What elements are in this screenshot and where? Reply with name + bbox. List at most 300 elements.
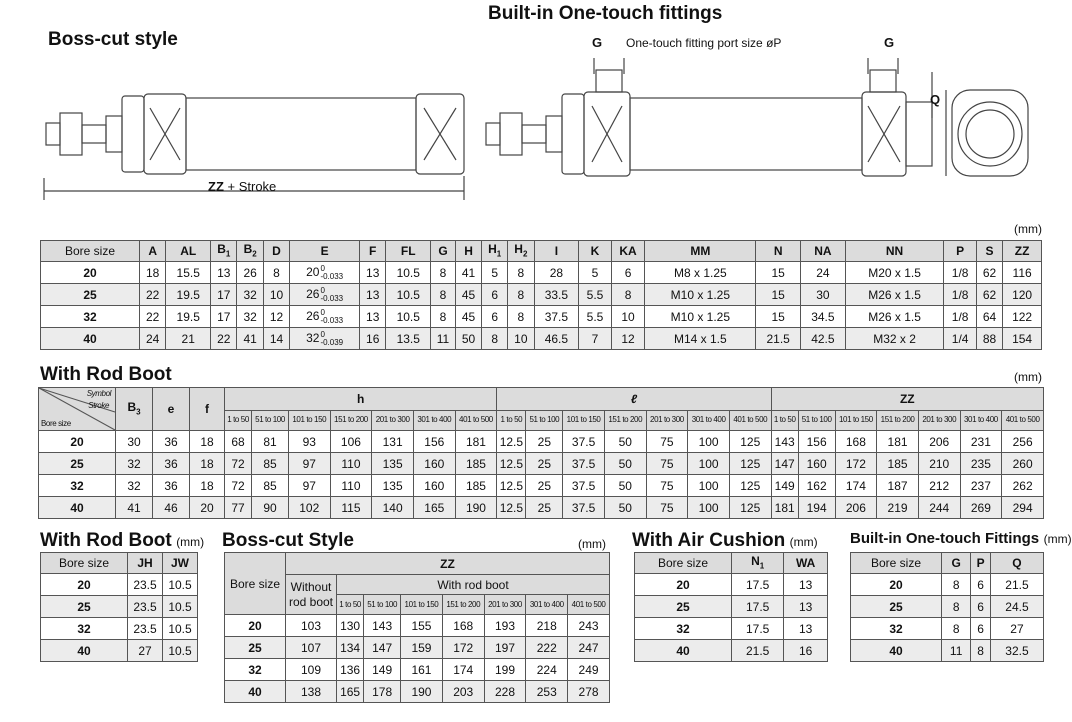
symbol-stroke-corner bbox=[39, 388, 116, 431]
bore-size-cell: 20 bbox=[635, 574, 732, 596]
cell-h2: 8 bbox=[508, 284, 534, 306]
cell-b3: 32 bbox=[116, 453, 153, 475]
bore-size-cell: 40 bbox=[39, 497, 116, 519]
stroke-range-4: 201 to 300 bbox=[646, 410, 688, 430]
main-col-d: D bbox=[263, 241, 289, 262]
e-tolerance bbox=[320, 287, 343, 303]
cell-i: 28 bbox=[534, 262, 579, 284]
main-col-zz: ZZ bbox=[1003, 241, 1042, 262]
e-tolerance bbox=[320, 265, 343, 281]
table-row bbox=[41, 640, 198, 662]
cell-l: 37.5 bbox=[563, 475, 605, 497]
cell-d: 14 bbox=[263, 328, 289, 350]
with-rod-boot-cell: 159 bbox=[401, 637, 443, 659]
cell-h: 93 bbox=[288, 431, 330, 453]
with-rod-boot-cell: 149 bbox=[364, 659, 401, 681]
cell-l: 50 bbox=[604, 431, 646, 453]
value-cell: 13 bbox=[784, 574, 828, 596]
main-col-bore-size: Bore size bbox=[41, 241, 140, 262]
cell-h: 45 bbox=[455, 284, 481, 306]
table-row bbox=[41, 284, 1042, 306]
rod-end-left bbox=[46, 123, 60, 145]
table-row bbox=[851, 618, 1044, 640]
table-row bbox=[635, 618, 828, 640]
without-rod-boot-cell: 138 bbox=[286, 681, 337, 703]
cell-p: 1/8 bbox=[944, 284, 976, 306]
value-cell: 11 bbox=[942, 640, 971, 662]
cell-na: 34.5 bbox=[801, 306, 846, 328]
small_rod_boot-col-2: JW bbox=[163, 553, 198, 574]
cell-a: 22 bbox=[140, 284, 166, 306]
boss-cut-unit: (mm) bbox=[578, 537, 606, 551]
bore-size-cell: 40 bbox=[41, 640, 128, 662]
cell-l: 12.5 bbox=[497, 453, 526, 475]
with-rod-boot-cell: 155 bbox=[401, 615, 443, 637]
cell-b2: 26 bbox=[237, 262, 263, 284]
cell-zz: 168 bbox=[835, 431, 877, 453]
bore-size-cell: 32 bbox=[39, 475, 116, 497]
cell-l: 12.5 bbox=[497, 475, 526, 497]
stroke-range-6: 401 to 500 bbox=[1002, 410, 1044, 430]
cell-zz: 187 bbox=[877, 475, 919, 497]
cell-a: 18 bbox=[140, 262, 166, 284]
with-rod-boot-cell: 161 bbox=[401, 659, 443, 681]
cell-nn: M26 x 1.5 bbox=[845, 306, 944, 328]
cell-h2: 10 bbox=[508, 328, 534, 350]
fittings_table-col-1: G bbox=[942, 553, 971, 574]
bore-size-cell: 25 bbox=[39, 453, 116, 475]
table-row bbox=[225, 637, 610, 659]
cell-e: 46 bbox=[153, 497, 190, 519]
bore-size-cell: 20 bbox=[39, 431, 116, 453]
value-cell: 23.5 bbox=[128, 574, 163, 596]
cell-zz: 181 bbox=[877, 431, 919, 453]
cell-e: 36 bbox=[153, 453, 190, 475]
cell-h: 90 bbox=[252, 497, 289, 519]
cell-na: 42.5 bbox=[801, 328, 846, 350]
main-col-mm: MM bbox=[645, 241, 756, 262]
stroke-range-2: 101 to 150 bbox=[563, 410, 605, 430]
cell-h: 165 bbox=[413, 497, 455, 519]
cell-al: 19.5 bbox=[166, 306, 211, 328]
without-rod-boot-cell: 109 bbox=[286, 659, 337, 681]
cell-h: 156 bbox=[413, 431, 455, 453]
stroke-range-0: 1 to 50 bbox=[497, 410, 526, 430]
bore-size-cell: 25 bbox=[41, 596, 128, 618]
cell-nn: M26 x 1.5 bbox=[845, 284, 944, 306]
cell-k: 5 bbox=[579, 262, 611, 284]
bc-range-3: 151 to 200 bbox=[442, 595, 484, 615]
main-col-h1: $H_1$ bbox=[482, 241, 508, 262]
main-col-h2: $H_2$ bbox=[508, 241, 534, 262]
cell-b2: 32 bbox=[237, 284, 263, 306]
e-tol-lower: -0.033 bbox=[320, 271, 344, 281]
cell-zz: 219 bbox=[877, 497, 919, 519]
cell-l: 125 bbox=[729, 453, 771, 475]
value-cell: 6 bbox=[971, 574, 991, 596]
group-zz: ZZ bbox=[771, 388, 1043, 411]
cell-l: 125 bbox=[729, 475, 771, 497]
value-cell: 10.5 bbox=[163, 574, 198, 596]
with-rod-boot-cell: 224 bbox=[526, 659, 568, 681]
cell-zz: 212 bbox=[918, 475, 960, 497]
rod-boot-unit: (mm) bbox=[1014, 370, 1042, 384]
stroke-range-0: 1 to 50 bbox=[225, 410, 252, 430]
bore-size-cell: 40 bbox=[41, 328, 140, 350]
cell-zz: 231 bbox=[960, 431, 1002, 453]
value-cell: 16 bbox=[784, 640, 828, 662]
boss-cut-style-heading: Boss-cut style bbox=[48, 29, 178, 50]
with-rod-boot-cell: 136 bbox=[337, 659, 364, 681]
cell-l: 100 bbox=[688, 497, 730, 519]
small_rod_boot-col-0: Bore size bbox=[41, 553, 128, 574]
air-cushion-table bbox=[634, 552, 828, 662]
cell-zz: 256 bbox=[1002, 431, 1044, 453]
cell-fl: 10.5 bbox=[386, 262, 431, 284]
bore-size-cell: 20 bbox=[851, 574, 942, 596]
bore-size-cell: 25 bbox=[635, 596, 732, 618]
cell-i: 33.5 bbox=[534, 284, 579, 306]
cell-p: 1/8 bbox=[944, 306, 976, 328]
table-row bbox=[41, 596, 198, 618]
cell-b1: 17 bbox=[211, 306, 237, 328]
table-row bbox=[225, 659, 610, 681]
group-h: h bbox=[225, 388, 497, 411]
fittings-heading: Built-in One-touch Fittings (mm) bbox=[850, 530, 1072, 547]
table-row bbox=[41, 574, 198, 596]
main-col-e: E bbox=[290, 241, 360, 262]
cell-mm: M10 x 1.25 bbox=[645, 306, 756, 328]
cell-n: 15 bbox=[756, 306, 801, 328]
cell-zz: 237 bbox=[960, 475, 1002, 497]
cell-h: 45 bbox=[455, 306, 481, 328]
bore-size-cell: 40 bbox=[851, 640, 942, 662]
cell-l: 12.5 bbox=[497, 431, 526, 453]
cell-f: 13 bbox=[360, 306, 386, 328]
main-col-k: K bbox=[579, 241, 611, 262]
bore-size-cell: 25 bbox=[851, 596, 942, 618]
cell-fl: 10.5 bbox=[386, 284, 431, 306]
stroke-range-1: 51 to 100 bbox=[798, 410, 835, 430]
cell-mm: M8 x 1.25 bbox=[645, 262, 756, 284]
cell-mm: M10 x 1.25 bbox=[645, 284, 756, 306]
bore-size-cell: 32 bbox=[851, 618, 942, 640]
bc-without-rod-boot: Without rod boot bbox=[286, 575, 337, 615]
stroke-range-5: 301 to 400 bbox=[688, 410, 730, 430]
cell-zz: 269 bbox=[960, 497, 1002, 519]
main-col-n: N bbox=[756, 241, 801, 262]
cell-h1: 8 bbox=[482, 328, 508, 350]
cell-h: 106 bbox=[330, 431, 372, 453]
main-col-na: NA bbox=[801, 241, 846, 262]
main-dimension-table bbox=[40, 240, 1042, 350]
cell-s: 88 bbox=[976, 328, 1002, 350]
e-nominal: 32 bbox=[306, 330, 320, 345]
cell-h: 135 bbox=[372, 475, 414, 497]
with-rod-boot-cell: 243 bbox=[568, 615, 610, 637]
cell-h: 131 bbox=[372, 431, 414, 453]
with-rod-boot-cell: 143 bbox=[364, 615, 401, 637]
cell-h: 181 bbox=[455, 431, 497, 453]
cell-l: 75 bbox=[646, 453, 688, 475]
cell-f: 18 bbox=[190, 431, 225, 453]
cell-l: 75 bbox=[646, 497, 688, 519]
cell-b1: 13 bbox=[211, 262, 237, 284]
value-cell: 8 bbox=[942, 618, 971, 640]
value-cell: 21.5 bbox=[990, 574, 1043, 596]
cell-l: 25 bbox=[526, 475, 563, 497]
value-cell: 8 bbox=[942, 596, 971, 618]
stroke-range-5: 301 to 400 bbox=[413, 410, 455, 430]
air_cushion-col-2: WA bbox=[784, 553, 828, 574]
with-rod-boot-cell: 247 bbox=[568, 637, 610, 659]
value-cell: 10.5 bbox=[163, 640, 198, 662]
cell-p: 1/4 bbox=[944, 328, 976, 350]
cell-l: 125 bbox=[729, 431, 771, 453]
cell-fl: 10.5 bbox=[386, 306, 431, 328]
cell-l: 25 bbox=[526, 431, 563, 453]
stroke-range-1: 51 to 100 bbox=[526, 410, 563, 430]
table-row bbox=[851, 640, 1044, 662]
stroke-range-6: 401 to 500 bbox=[729, 410, 771, 430]
value-cell: 8 bbox=[942, 574, 971, 596]
fitting-port-label: One-touch fitting port size øP bbox=[626, 36, 782, 50]
cell-h: 85 bbox=[252, 475, 289, 497]
cell-h: 160 bbox=[413, 475, 455, 497]
table-row bbox=[41, 306, 1042, 328]
cell-zz: 156 bbox=[798, 431, 835, 453]
e-tol-upper: 0 bbox=[320, 329, 325, 339]
table-row bbox=[635, 574, 828, 596]
cell-al: 21 bbox=[166, 328, 211, 350]
table-row bbox=[39, 453, 1044, 475]
cell-h2: 8 bbox=[508, 306, 534, 328]
cell-h: 68 bbox=[225, 431, 252, 453]
main-table-header bbox=[41, 241, 1042, 262]
main-col-s: S bbox=[976, 241, 1002, 262]
cell-l: 37.5 bbox=[563, 497, 605, 519]
boss-cut-table-heading: Boss-cut Style bbox=[222, 530, 354, 551]
main-col-a: A bbox=[140, 241, 166, 262]
cell-na: 30 bbox=[801, 284, 846, 306]
with-rod-boot-cell: 249 bbox=[568, 659, 610, 681]
cell-k: 7 bbox=[579, 328, 611, 350]
cell-h: 190 bbox=[455, 497, 497, 519]
with-rod-boot-cell: 193 bbox=[484, 615, 526, 637]
cell-h: 110 bbox=[330, 453, 372, 475]
cell-l: 37.5 bbox=[563, 453, 605, 475]
cell-zz: 160 bbox=[798, 453, 835, 475]
e-tol-lower: -0.033 bbox=[320, 293, 344, 303]
cell-k: 5.5 bbox=[579, 284, 611, 306]
value-cell: 17.5 bbox=[732, 574, 784, 596]
e-tol-lower: -0.039 bbox=[320, 337, 344, 347]
table-row bbox=[635, 640, 828, 662]
value-cell: 23.5 bbox=[128, 618, 163, 640]
cell-a: 24 bbox=[140, 328, 166, 350]
cell-l: 100 bbox=[688, 453, 730, 475]
cell-al: 15.5 bbox=[166, 262, 211, 284]
with-rod-boot-cell: 197 bbox=[484, 637, 526, 659]
cell-zz: 174 bbox=[835, 475, 877, 497]
bore-size-cell: 32 bbox=[635, 618, 732, 640]
cell-zz: 260 bbox=[1002, 453, 1044, 475]
cell-g: 8 bbox=[431, 306, 456, 328]
cell-l: 50 bbox=[604, 453, 646, 475]
table-row bbox=[39, 431, 1044, 453]
cell-h: 97 bbox=[288, 453, 330, 475]
zz-stroke-label: ZZ + Stroke bbox=[208, 179, 277, 194]
bore-size-cell: 25 bbox=[225, 637, 286, 659]
value-cell: 6 bbox=[971, 618, 991, 640]
rod-boot-heading: With Rod Boot bbox=[40, 364, 172, 385]
cell-h2: 8 bbox=[508, 262, 534, 284]
dim-g-right: G bbox=[884, 35, 895, 50]
cell-e: 36 bbox=[153, 475, 190, 497]
stroke-range-3: 151 to 200 bbox=[604, 410, 646, 430]
bc-zz: ZZ bbox=[286, 553, 610, 575]
cell-a: 22 bbox=[140, 306, 166, 328]
cell-n: 21.5 bbox=[756, 328, 801, 350]
col-b3: $B_3$ bbox=[116, 388, 153, 431]
value-cell: 27 bbox=[128, 640, 163, 662]
col-f: f bbox=[190, 388, 225, 431]
cell-zz: 294 bbox=[1002, 497, 1044, 519]
cell-na: 24 bbox=[801, 262, 846, 284]
e-nominal: 26 bbox=[306, 308, 320, 323]
stroke-range-3: 151 to 200 bbox=[877, 410, 919, 430]
e-tol-upper: 0 bbox=[320, 285, 325, 295]
table-row bbox=[41, 328, 1042, 350]
cell-h: 97 bbox=[288, 475, 330, 497]
cell-zz: 162 bbox=[798, 475, 835, 497]
bore-size-cell: 32 bbox=[225, 659, 286, 681]
with-rod-boot-cell: 172 bbox=[442, 637, 484, 659]
cell-h1: 6 bbox=[482, 306, 508, 328]
bore-size-cell: 25 bbox=[41, 284, 140, 306]
cell-f: 16 bbox=[360, 328, 386, 350]
bore-size-cell: 32 bbox=[41, 306, 140, 328]
stroke-range-1: 51 to 100 bbox=[252, 410, 289, 430]
cell-zz: 172 bbox=[835, 453, 877, 475]
cell-h1: 5 bbox=[482, 262, 508, 284]
cell-n: 15 bbox=[756, 284, 801, 306]
air_cushion-col-1: $N_1$ bbox=[732, 553, 784, 574]
cell-h: 185 bbox=[455, 453, 497, 475]
main-col-h: H bbox=[455, 241, 481, 262]
with-rod-boot-cell: 147 bbox=[364, 637, 401, 659]
cell-b2: 32 bbox=[237, 306, 263, 328]
dim-q: Q bbox=[930, 92, 941, 107]
cylinder-drawing bbox=[0, 28, 1060, 208]
cell-f: 13 bbox=[360, 284, 386, 306]
cell-f: 13 bbox=[360, 262, 386, 284]
cell-b3: 41 bbox=[116, 497, 153, 519]
rod-boot-table bbox=[38, 387, 1044, 519]
main-col-fl: FL bbox=[386, 241, 431, 262]
stroke-label: Stroke bbox=[88, 401, 109, 410]
table-row bbox=[39, 475, 1044, 497]
cell-l: 12.5 bbox=[497, 497, 526, 519]
value-cell: 27 bbox=[990, 618, 1043, 640]
cell-l: 50 bbox=[604, 497, 646, 519]
cell-zz: 154 bbox=[1003, 328, 1042, 350]
cell-h: 110 bbox=[330, 475, 372, 497]
bc-range-1: 51 to 100 bbox=[364, 595, 401, 615]
stroke-range-2: 101 to 150 bbox=[835, 410, 877, 430]
cell-s: 62 bbox=[976, 262, 1002, 284]
value-cell: 17.5 bbox=[732, 618, 784, 640]
bc-range-2: 101 to 150 bbox=[401, 595, 443, 615]
stroke-range-6: 401 to 500 bbox=[455, 410, 497, 430]
cell-d: 10 bbox=[263, 284, 289, 306]
cell-nn: M32 x 2 bbox=[845, 328, 944, 350]
cell-l: 25 bbox=[526, 497, 563, 519]
cell-zz: 120 bbox=[1003, 284, 1042, 306]
bc-with-rod-boot: With rod boot bbox=[337, 575, 610, 595]
cell-h: 102 bbox=[288, 497, 330, 519]
cell-nn: M20 x 1.5 bbox=[845, 262, 944, 284]
fittings_table-col-2: P bbox=[971, 553, 991, 574]
stroke-range-4: 201 to 300 bbox=[372, 410, 414, 430]
air-cushion-heading: With Air Cushion (mm) bbox=[632, 530, 818, 551]
e-tolerance-cell bbox=[290, 262, 360, 284]
builtin-fittings-heading: Built-in One-touch fittings bbox=[488, 3, 723, 24]
main-col-b2: $B_2$ bbox=[237, 241, 263, 262]
stroke-range-0: 1 to 50 bbox=[771, 410, 798, 430]
table-row bbox=[225, 615, 610, 637]
value-cell: 10.5 bbox=[163, 596, 198, 618]
bc-range-6: 401 to 500 bbox=[568, 595, 610, 615]
table-row bbox=[41, 618, 198, 640]
cell-zz: 194 bbox=[798, 497, 835, 519]
cell-h: 85 bbox=[252, 453, 289, 475]
cell-g: 8 bbox=[431, 262, 456, 284]
cell-b1: 17 bbox=[211, 284, 237, 306]
boss-cut-table bbox=[224, 552, 610, 703]
cell-mm: M14 x 1.5 bbox=[645, 328, 756, 350]
e-nominal: 20 bbox=[306, 264, 320, 279]
with-rod-boot-cell: 218 bbox=[526, 615, 568, 637]
stroke-range-3: 151 to 200 bbox=[330, 410, 372, 430]
e-nominal: 26 bbox=[306, 286, 320, 301]
cell-e: 36 bbox=[153, 431, 190, 453]
cell-p: 1/8 bbox=[944, 262, 976, 284]
cell-zz: 206 bbox=[835, 497, 877, 519]
cell-zz: 147 bbox=[771, 453, 798, 475]
cell-l: 75 bbox=[646, 431, 688, 453]
cell-zz: 235 bbox=[960, 453, 1002, 475]
value-cell: 10.5 bbox=[163, 618, 198, 640]
cell-al: 19.5 bbox=[166, 284, 211, 306]
cell-g: 11 bbox=[431, 328, 456, 350]
cell-ka: 8 bbox=[611, 284, 645, 306]
stroke-range-2: 101 to 150 bbox=[288, 410, 330, 430]
e-tol-lower: -0.033 bbox=[320, 315, 344, 325]
table-row bbox=[851, 574, 1044, 596]
with-rod-boot-cell: 174 bbox=[442, 659, 484, 681]
cell-h: 160 bbox=[413, 453, 455, 475]
cell-zz: 210 bbox=[918, 453, 960, 475]
cell-g: 8 bbox=[431, 284, 456, 306]
main-col-p: P bbox=[944, 241, 976, 262]
cell-l: 125 bbox=[729, 497, 771, 519]
cell-i: 37.5 bbox=[534, 306, 579, 328]
cell-ka: 10 bbox=[611, 306, 645, 328]
bc-range-4: 201 to 300 bbox=[484, 595, 526, 615]
col-e: e bbox=[153, 388, 190, 431]
cell-b3: 32 bbox=[116, 475, 153, 497]
